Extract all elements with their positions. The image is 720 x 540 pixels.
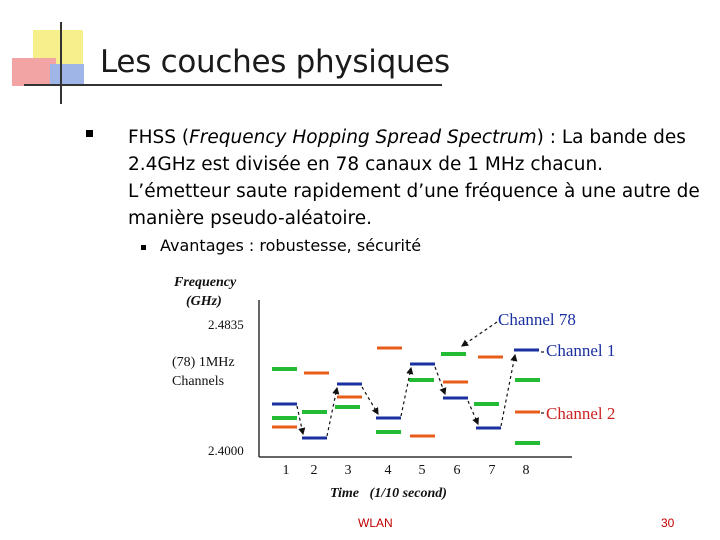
page-number: 30	[661, 516, 675, 530]
sub-bullet-text: Avantages : robustesse, sécurité	[160, 236, 422, 255]
label-pointers	[462, 322, 544, 413]
x-tick-label: 6	[453, 463, 461, 478]
x-ticks	[283, 463, 530, 478]
y-title-ghz: (GHz)	[186, 294, 222, 309]
y-tick-top: 2.4835	[208, 317, 244, 332]
channels-label-1: (78) 1MHz	[172, 355, 235, 370]
label-channel-78: Channel 78	[498, 310, 576, 329]
x-tick-label: 1	[282, 463, 290, 478]
channel-segments	[272, 348, 540, 443]
label-channel-2: Channel 2	[546, 404, 616, 423]
x-tick-label: 4	[384, 463, 392, 478]
page-title: Les couches physiques	[100, 44, 450, 80]
y-title-frequency: Frequency	[174, 275, 237, 290]
x-tick-label: 5	[418, 463, 426, 478]
hop-arrows	[297, 355, 515, 436]
bullet-main-text: FHSS (Frequency Hopping Spread Spectrum) : La bande des 2.4GHz est divisée en 78 canaux de 1 MHz chacun. L’émetteur saute rapidement d’une fréquence à une autre de manière pseudo-aléatoire.	[128, 127, 700, 229]
x-axis-title: Time (1/10 second)	[330, 486, 447, 501]
channels-label-2: Channels	[172, 374, 225, 389]
x-tick-label: 7	[488, 463, 496, 478]
label-channel-1: Channel 1	[546, 341, 616, 360]
x-tick-label: 8	[522, 463, 530, 478]
x-tick-label: 2	[310, 463, 318, 478]
x-tick-label: 3	[344, 463, 352, 478]
y-tick-bottom: 2.4000	[208, 443, 244, 458]
footer-label: WLAN	[358, 516, 393, 530]
